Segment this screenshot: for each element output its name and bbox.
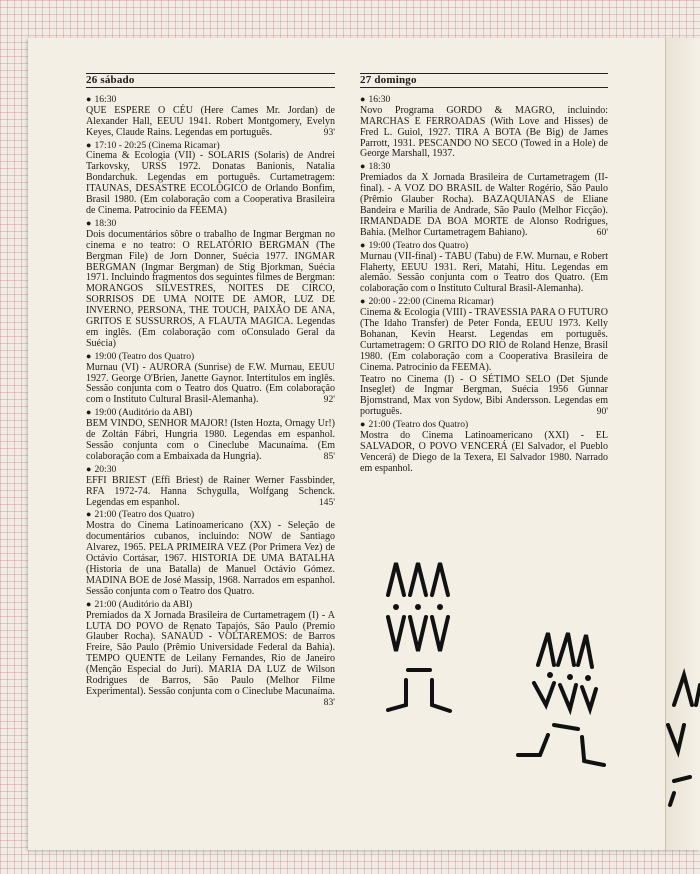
entry-time-text: 19:00 (Teatro dos Quatro) xyxy=(368,239,469,251)
schedule-entry xyxy=(86,464,335,509)
entry-time-text: 18:30 xyxy=(94,217,117,229)
schedule-entry xyxy=(86,598,335,708)
entry-description xyxy=(360,375,608,419)
entry-text: Cinema & Ecologia (VII) - SOLARIS (Solaris) de Andrei Tarkovsky, URSS 1972. Donatas Banionis, Natalia Bondarchuk. Legendas em português. Curtametragem: ITAUNAS, DESASTRE ECOLÓGICO de Orlando Bonfim, Brasil 1980. (Em colaboração com a Cooperativa Brasileira de Cinema. Patrocinio da FEEMA) xyxy=(86,150,335,216)
bullet-icon: ● xyxy=(360,161,366,172)
entry-duration: 93' xyxy=(323,126,335,138)
entry-text: Mostra do Cinema Latinoamericano (XXI) - EL SALVADOR, O POVO VENCERÁ (El Salvador, el Pueblo Vencerá) de Diego de la Texera, El Salvador 1980. Narrado em espanhol. xyxy=(360,430,608,474)
bullet-icon: ● xyxy=(360,296,366,307)
entry-time-text: 16:30 xyxy=(368,93,391,105)
entry-description xyxy=(360,173,608,238)
entry-duration: 85' xyxy=(323,450,335,462)
schedule-entry xyxy=(86,218,335,350)
day-header: 26 sábado xyxy=(86,73,335,88)
entry-time-text: 21:00 (Auditório da ABI) xyxy=(94,598,193,610)
entry-description xyxy=(360,431,608,475)
figure-right xyxy=(668,675,700,805)
bullet-icon: ● xyxy=(86,139,92,150)
schedule-entry xyxy=(86,509,335,597)
entry-time-text: 18:30 xyxy=(368,161,391,173)
schedule-entry xyxy=(86,94,335,139)
entry-text: Premiados da X Jornada Brasileira de Curtametragem (I) - A LUTA DO POVO de Renato Tapajós, São Paulo (Premio Glauber Rocha). SANAÚD - VOLTAREMOS: de Barros Freire, São Paulo (Prêmio Universidade Federal da Bahia). TEMPO QUENTE de Leilany Fernandes, Rio de Janeiro (Menção Especial do Juri). MARIA DA LUZ de Wilson Rodrigues de Barros, São Paulo (Melhor Filme Experimental). Sessão conjunta com o Cineclube Macunaíma. xyxy=(86,609,335,697)
schedule-entry xyxy=(360,240,608,296)
schedule-entry xyxy=(360,375,608,419)
entry-text: QUE ESPERE O CÉU (Here Cames Mr. Jordan) de Alexander Hall, EEUU 1941. Robert Montgomery, Evelyn Keyes, Claude Rains. Legendas em português. xyxy=(86,104,335,138)
bullet-icon: ● xyxy=(360,419,366,430)
entry-description xyxy=(86,151,335,216)
entry-duration: 145' xyxy=(318,496,335,508)
entry-text: Novo Programa GORDO & MAGRO, incluindo: MARCHAS E FERROADAS (With Love and Hisses) de Fred L. Guiol, 1927. TIRA A BOTA (Be Big) de James Parrott, 1931. PESCANDO NO SECO (Towed in a Hole) de George Marshall, 1937. xyxy=(360,104,608,160)
bullet-icon: ● xyxy=(86,463,92,474)
bullet-icon: ● xyxy=(86,350,92,361)
entry-description xyxy=(86,609,335,708)
entry-time-text: 16:30 xyxy=(94,93,117,105)
entry-duration: 83' xyxy=(323,696,335,708)
bullet-icon: ● xyxy=(86,407,92,418)
schedule-entry xyxy=(86,140,335,217)
stick-figures-illustration xyxy=(378,555,700,835)
entry-text: Teatro no Cinema (I) - O SÉTIMO SELO (Det Sjunde Inseglet) de Ingmar Bergman, Suécia 1956 Gunnar Bjornstrand, Max von Sydow, Bibi Andersson. Legendas em português. xyxy=(360,373,608,418)
entry-duration: 92' xyxy=(323,394,335,406)
entry-text: Cinema & Ecologia (VIII) - TRAVESSIA PARA O FUTURO (The Idaho Transfer) de Peter Fonda, EEUU 1973. Kelly Bohanan, Kevin Hearst. Legendas em português. Curtametragem: O GRITO DO RIO de Roland Henze, Brasil 1980. (Em colaboração com a Cooperativa Brasileira de Cinema. Patrocinio da FEEMA). xyxy=(360,307,608,373)
bullet-icon: ● xyxy=(360,93,366,104)
entry-text: Dois documentários sôbre o trabalho de Ingmar Bergman no cinema e no teatro: O RELATÓRIO BERGMAN (The Bergman File) de Jorn Donner, Suécia 1977. INGMAR BERGMAN (Ingmar Bergman) de Stig Bjorkman, Suécia 1971. Incluindo fragmentos dos seguintes filmes de Bergman: MORANGOS SILVESTRES, NOITES DE CIRCO, SORRISOS DE UMA NOITE DE AMOR, LUZ DE INVERNO, PERSONA, THE TOUCH, PAIXÃO DE ANA, GRITOS E SUSSURROS, A FLAUTA MAGICA. Legendas em inglês. (Em colaboração com oConsulado Geral da Suécia) xyxy=(86,228,335,349)
bullet-icon: ● xyxy=(86,509,92,520)
day-column-sunday xyxy=(360,73,608,476)
day-header: 27 domingo xyxy=(360,73,608,88)
entry-description xyxy=(86,230,335,350)
figure-left xyxy=(388,563,450,711)
bullet-icon: ● xyxy=(86,598,92,609)
schedule-entry xyxy=(86,407,335,463)
schedule-entry xyxy=(360,296,608,373)
schedule-entry xyxy=(360,94,608,160)
entry-time-text: 21:00 (Teatro dos Quatro) xyxy=(94,509,195,521)
schedule-entry xyxy=(86,351,335,407)
entry-time-text: 19:00 (Auditório da ABI) xyxy=(94,407,193,419)
entry-time-text: 21:00 (Teatro dos Quatro) xyxy=(368,419,469,431)
bullet-icon: ● xyxy=(86,217,92,228)
entry-text: Murnau (VI) - AURORA (Sunrise) de F.W. Murnau, EEUU 1927. George O'Brien, Janette Gaynor. Intertitulos em inglês. Sessão conjunta com o Teatro dos Quatro. (Em colaboração com o Instituto Cultural Brasil-Alemanha). xyxy=(86,361,335,406)
entry-text: Mostra do Cinema Latinoamericano (XX) - Seleção de documentários cubanos, incluindo: NOW de Santiago Alvarez, 1965. PELA PRIMEIRA VEZ (Por Primera Vez) de Octávio Cortásar, 1967. HISTORIA DE UMA BATALHA (Historia de una Batalla) de Manuel Octávio Gómez. MADINA BOE de José Massip, 1968. Narrados em espanhol. Sessão conjunta com o Teatro dos Quatro. xyxy=(86,520,335,597)
entry-description xyxy=(86,106,335,139)
entry-text: BEM VINDO, SENHOR MAJOR! (Isten Hozta, Ornagy Ur!) de Zoltán Fábri, Hungria 1980. Legendas em espanhol. Sessão conjunta com o Cineclube Macunaíma. (Em colaboração com a Embaixada da Hungria). xyxy=(86,418,335,462)
entry-description xyxy=(360,106,608,161)
entry-time-text: 19:00 (Teatro dos Quatro) xyxy=(94,350,195,362)
entry-duration: 90' xyxy=(596,406,608,418)
entry-description xyxy=(86,419,335,463)
entry-list xyxy=(360,94,608,475)
day-column-saturday xyxy=(86,73,335,709)
entry-list xyxy=(86,93,335,708)
entry-time-text: 20:30 xyxy=(94,463,117,475)
entry-text: EFFI BRIEST (Effi Briest) de Rainer Werner Fassbinder, RFA 1972-74. Hanna Schygulla, Wolfgang Schenck. Legendas em espanhol. xyxy=(86,474,335,508)
entry-description xyxy=(86,521,335,597)
entry-description xyxy=(360,252,608,296)
figure-middle xyxy=(518,633,604,765)
entry-text: Murnau (VII-final) - TABU (Tabu) de F.W. Murnau, e Robert Flaherty, EEUU 1931. Reri, Matahi, Hitu. Legendas em alemão. Sessão conjunta com o Teatro dos Quatro. (Em colaboração com o Instituto Cultural Brasil-Alemanha). xyxy=(360,250,608,295)
schedule-entry xyxy=(360,419,608,475)
schedule-entry xyxy=(360,161,608,238)
entry-duration: 60' xyxy=(596,226,608,238)
bullet-icon: ● xyxy=(360,239,366,250)
entry-time-text: 20:00 - 22:00 (Cinema Ricamar) xyxy=(368,296,494,308)
entry-text: Premiados da X Jornada Brasileira de Curtametragem (II-final). - A VOZ DO BRASIL de Walter Rogério, São Paulo (Prêmio Glauber Rocha). BAZAQUIANAS de Eliane Bandeira e Marilia de Andrade, São Paulo (Melhor Ficção). IRMANDADE DA BOA MORTE de Alonso Rodrigues, Bahia. (Melhor Curtametragem Bahiano). xyxy=(360,172,608,238)
entry-description xyxy=(86,476,335,509)
entry-description xyxy=(360,308,608,373)
entry-description xyxy=(86,363,335,407)
entry-time-text: 17:10 - 20:25 (Cinema Ricamar) xyxy=(94,139,220,151)
bullet-icon: ● xyxy=(86,93,92,104)
